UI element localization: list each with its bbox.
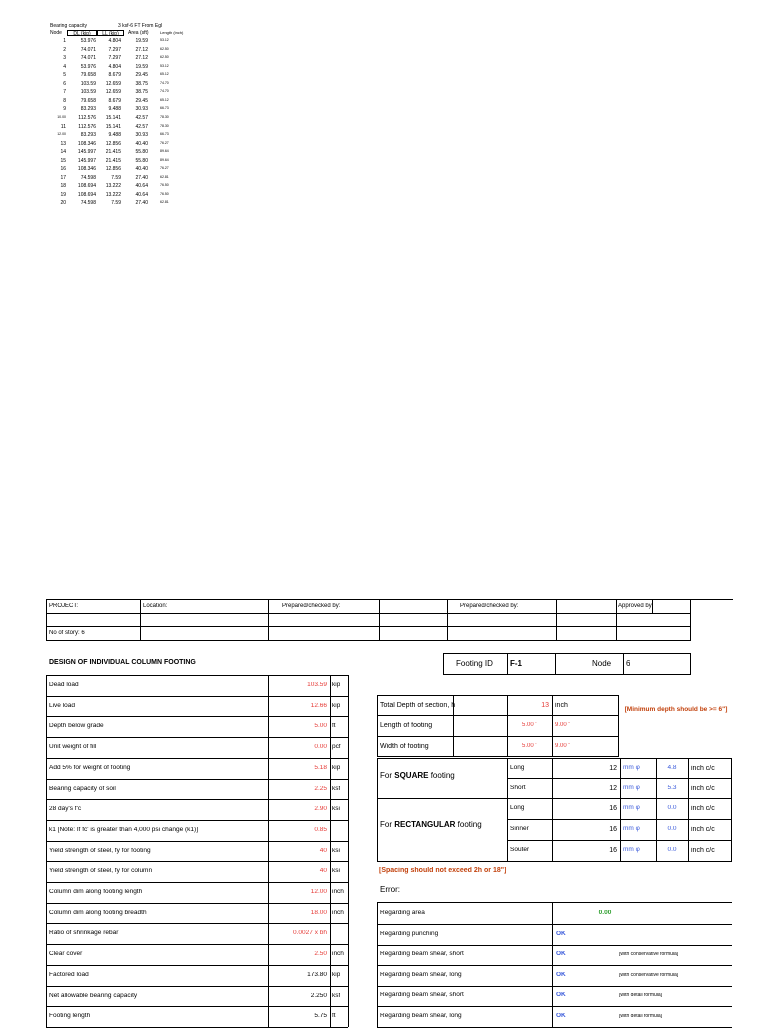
node-value: 6 xyxy=(626,660,631,668)
node-cell: 19 xyxy=(60,191,66,198)
length-of-footing-v2: 9.00 " xyxy=(555,722,571,728)
input-value[interactable]: 2.25 xyxy=(314,786,327,792)
depth-unit: inch xyxy=(555,702,568,709)
ll-cell: 13.222 xyxy=(105,191,121,198)
rebar-spacing: 0.0 xyxy=(667,826,677,832)
area-cell: 27.40 xyxy=(135,200,148,207)
length-cell: 74.70 xyxy=(160,89,169,94)
ll-cell: 7.297 xyxy=(108,46,121,53)
footing-id-label: Footing ID xyxy=(456,660,493,668)
length-cell: 66.73 xyxy=(160,132,169,137)
rebar-size[interactable]: 16 xyxy=(609,826,617,833)
input-unit: ft xyxy=(332,723,336,729)
node-cell: 20 xyxy=(60,200,66,207)
input-label: Unit weight of fill xyxy=(49,744,97,750)
input-unit: inch xyxy=(332,910,344,916)
ll-cell: 4.804 xyxy=(108,38,121,44)
input-label: 28 day's f'c xyxy=(49,806,82,812)
dl-cell: 108.346 xyxy=(77,140,96,147)
rectangular-footing-label xyxy=(380,820,504,830)
input-label: Bearing capacity of soil xyxy=(49,786,116,792)
node-cell: 17 xyxy=(60,174,66,181)
rebar-size[interactable]: 16 xyxy=(609,847,617,854)
length-cell: 66.73 xyxy=(160,106,169,111)
input-value[interactable]: 2.250 xyxy=(310,993,327,999)
length-cell: 76.27 xyxy=(160,140,169,145)
ll-cell: 21.415 xyxy=(105,149,121,156)
rebar-mm-label: mm φ xyxy=(623,785,640,791)
location-label: Location: xyxy=(143,603,168,609)
node-cell: 14 xyxy=(60,149,66,156)
dl-cell: 145.997 xyxy=(77,157,96,164)
ll-cell: 12.659 xyxy=(105,89,121,96)
check-label: Regarding beam shear, short xyxy=(380,951,464,957)
design-title: DESIGN OF INDIVIDUAL COLUMN FOOTING xyxy=(49,659,196,666)
input-label: Column dim along footing length xyxy=(49,889,143,895)
ll-cell: 15.141 xyxy=(105,123,121,130)
stories-label: No of story: 6 xyxy=(49,630,85,636)
ll-cell: 7.59 xyxy=(111,200,121,207)
dl-cell: 108.694 xyxy=(77,191,96,198)
check-note: [with detail formula] xyxy=(619,1014,663,1019)
input-value[interactable]: 0.00 xyxy=(314,744,327,750)
rebar-direction: Long xyxy=(510,805,525,811)
ll-cell: 4.804 xyxy=(108,63,121,70)
node-cell: 6 xyxy=(63,80,66,87)
input-value[interactable]: 2.50 xyxy=(314,951,327,957)
input-value[interactable]: 12.66 xyxy=(310,703,327,709)
length-cell: 76.50 xyxy=(160,183,169,188)
dl-cell: 112.576 xyxy=(78,123,96,130)
node-cell: 18 xyxy=(60,183,66,190)
input-label: Yield strength of steel, fy for footing xyxy=(49,848,151,854)
area-cell: 19.59 xyxy=(135,63,148,70)
node-cell: 9 xyxy=(63,106,66,113)
bearing-capacity-label: Bearing capacity xyxy=(50,23,87,29)
node-cell: 16 xyxy=(60,166,66,173)
length-cell: 53.12 xyxy=(160,38,169,42)
input-unit: inch xyxy=(332,889,344,895)
input-value[interactable]: 0.0027 x bh xyxy=(293,930,327,936)
width-of-footing-v1: 5.00 ' xyxy=(522,743,537,749)
rebar-size[interactable]: 12 xyxy=(609,785,617,792)
check-note: [with conservative formula] xyxy=(619,973,679,978)
input-unit: ksi xyxy=(332,848,340,854)
length-cell: 78.30 xyxy=(160,114,169,119)
rebar-spacing-unit: inch c/c xyxy=(691,765,715,772)
input-label: Depth below grade xyxy=(49,723,104,729)
node-cell: 12.00 xyxy=(57,132,66,137)
area-cell: 30.93 xyxy=(135,106,148,113)
rebar-mm-label: mm φ xyxy=(623,826,640,832)
dl-cell: 145.997 xyxy=(77,149,96,156)
length-of-footing-label: Length of footing xyxy=(380,722,433,729)
length-cell: 65.12 xyxy=(160,97,169,102)
input-label: Dead load xyxy=(49,682,79,688)
dl-cell: 108.346 xyxy=(77,166,96,173)
rebar-size[interactable]: 12 xyxy=(609,765,617,772)
input-label: Net allowable bearing capacity xyxy=(49,993,138,999)
input-unit: ksf xyxy=(332,993,341,999)
rebar-spacing: 0.0 xyxy=(667,805,677,811)
rebar-spacing: 4.8 xyxy=(667,765,677,771)
input-label: Clear cover xyxy=(49,951,83,957)
node-cell: 10.00 xyxy=(57,114,66,119)
length-cell: 62.50 xyxy=(160,55,169,60)
rebar-direction: Long xyxy=(510,765,525,771)
input-unit: pcf xyxy=(332,744,341,750)
area-cell: 30.93 xyxy=(135,132,148,139)
depth-note: [Minimum depth should be >= 6"] xyxy=(624,706,728,713)
area-cell: 40.64 xyxy=(135,183,148,190)
input-unit: kip xyxy=(332,703,341,709)
dl-cell: 108.694 xyxy=(77,183,96,190)
dl-cell: 79.658 xyxy=(80,72,96,79)
project-label: PROJECT: xyxy=(49,603,79,609)
area-cell: 55.80 xyxy=(135,157,148,164)
node-cell: 15 xyxy=(60,157,66,164)
input-value[interactable]: 5.00 xyxy=(314,723,327,729)
node-cell: 4 xyxy=(63,63,66,70)
input-unit: ksf xyxy=(332,786,341,792)
header-node: Node xyxy=(50,30,62,36)
node-cell: 11 xyxy=(60,123,66,130)
length-cell: 62.50 xyxy=(160,46,169,51)
rectangular-suffix: footing xyxy=(455,820,482,829)
ll-cell: 9.488 xyxy=(108,132,121,139)
area-cell: 27.12 xyxy=(135,55,148,62)
spacing-note: [Spacing should not exceed 2h or 18"] xyxy=(379,867,507,874)
rebar-direction: Souter xyxy=(510,847,530,853)
depth-value: 13 xyxy=(541,702,549,709)
check-label: Regarding area xyxy=(380,910,425,916)
check-status: 0.00 xyxy=(598,910,612,916)
dl-cell: 74.071 xyxy=(80,55,96,62)
check-note: [with detail formula] xyxy=(619,993,663,998)
length-cell: 89.64 xyxy=(160,157,169,162)
area-cell: 27.12 xyxy=(135,46,148,53)
input-unit: ksi xyxy=(332,868,340,874)
area-cell: 40.64 xyxy=(135,191,148,198)
input-label: k1 [Note: If fc' is greater than 4,000 psi change (k1)] xyxy=(49,827,199,833)
prepared-by-label-2: Prepared/checked by: xyxy=(460,603,519,609)
input-value[interactable]: 18.00 xyxy=(310,910,327,916)
rebar-spacing-unit: inch c/c xyxy=(691,805,715,812)
input-unit: ksi xyxy=(332,806,340,812)
length-cell: 78.30 xyxy=(160,123,169,128)
input-unit: kip xyxy=(332,972,341,978)
input-value[interactable]: 5.75 xyxy=(314,1013,327,1019)
approved-by-label: Approved by: xyxy=(618,603,654,609)
length-cell: 65.12 xyxy=(160,72,169,77)
input-label: Ratio of shrinkage rebar xyxy=(49,930,119,936)
area-cell: 29.45 xyxy=(135,72,148,79)
ll-cell: 15.141 xyxy=(105,114,121,121)
ll-cell: 12.659 xyxy=(105,80,121,87)
rebar-spacing: 5.3 xyxy=(667,785,677,791)
input-label: Add 5% for weight of footing xyxy=(49,765,131,771)
input-value[interactable]: 40 xyxy=(319,868,327,874)
square-suffix: footing xyxy=(428,772,455,780)
check-status: OK xyxy=(556,1013,566,1019)
length-cell: 89.64 xyxy=(160,149,169,154)
check-label: Regarding punching xyxy=(380,931,439,937)
dl-cell: 83.293 xyxy=(80,106,96,113)
area-cell: 42.57 xyxy=(135,123,148,130)
node-cell: 5 xyxy=(63,72,66,79)
dl-cell: 74.598 xyxy=(80,200,96,207)
rebar-mm-label: mm φ xyxy=(623,805,640,811)
rectangular-prefix: For xyxy=(380,820,395,829)
length-cell: 74.70 xyxy=(160,80,169,85)
ll-cell: 21.415 xyxy=(105,157,121,164)
footing-id-value: F-1 xyxy=(510,660,522,668)
dl-cell: 79.658 xyxy=(80,97,96,104)
header-area: Area (sft) xyxy=(128,30,149,36)
rebar-spacing-unit: inch c/c xyxy=(691,785,715,792)
rebar-mm-label: mm φ xyxy=(623,847,640,853)
node-label: Node xyxy=(592,660,612,668)
ll-cell: 9.488 xyxy=(108,106,121,113)
area-cell: 55.80 xyxy=(135,149,148,156)
rebar-direction: Short xyxy=(510,785,526,791)
check-status: OK xyxy=(556,931,566,937)
ll-cell: 7.297 xyxy=(108,55,121,62)
square-footing-label xyxy=(380,772,455,780)
dl-cell: 83.293 xyxy=(80,132,96,139)
input-value[interactable]: 40 xyxy=(319,848,327,854)
dl-cell: 53.976 xyxy=(80,63,96,70)
input-value[interactable]: 2.90 xyxy=(314,806,327,812)
node-cell: 2 xyxy=(63,46,66,53)
check-label: Regarding beam shear, short xyxy=(380,992,464,998)
check-status: OK xyxy=(556,992,566,998)
ll-cell: 7.59 xyxy=(111,174,121,181)
node-cell: 7 xyxy=(63,89,66,96)
dl-cell: 103.59 xyxy=(80,89,96,96)
area-cell: 19.59 xyxy=(135,38,148,44)
input-label: Live load xyxy=(49,703,76,709)
rebar-spacing-unit: inch c/c xyxy=(691,847,715,854)
dl-cell: 74.598 xyxy=(80,174,96,181)
input-value[interactable]: 5.18 xyxy=(314,765,327,771)
node-cell: 13 xyxy=(60,140,66,147)
input-label: Yield strength of steel, fy for column xyxy=(49,868,153,874)
rebar-spacing: 0.0 xyxy=(667,847,677,853)
check-label: Regarding beam shear, long xyxy=(380,972,462,978)
node-cell: 3 xyxy=(63,55,66,62)
node-cell: 1 xyxy=(63,38,66,44)
length-of-footing-v1: 5.00 ' xyxy=(522,722,537,728)
dl-cell: 74.071 xyxy=(80,46,96,53)
header-dl: DL (kip) xyxy=(67,30,97,36)
input-unit: inch xyxy=(332,951,344,957)
check-label: Regarding beam shear, long xyxy=(380,1013,462,1019)
area-cell: 27.40 xyxy=(135,174,148,181)
header-length: Length (inch) xyxy=(160,30,184,35)
input-value[interactable]: 12.00 xyxy=(310,889,327,895)
dl-cell: 53.976 xyxy=(80,38,96,44)
area-cell: 42.57 xyxy=(135,114,148,121)
rebar-mm-label: mm φ xyxy=(623,765,640,771)
ll-cell: 12.856 xyxy=(105,166,121,173)
check-status: OK xyxy=(556,972,566,978)
input-unit: ft xyxy=(332,1013,336,1019)
rebar-size[interactable]: 16 xyxy=(609,805,617,812)
length-cell: 76.27 xyxy=(160,166,169,171)
area-cell: 38.75 xyxy=(135,89,148,96)
square-prefix: For xyxy=(380,772,395,780)
input-label: Column dim along footing breadth xyxy=(49,910,147,916)
input-value[interactable]: 103.59 xyxy=(307,682,327,688)
input-value[interactable]: 173.80 xyxy=(307,972,327,978)
ll-cell: 13.222 xyxy=(105,183,121,190)
rebar-spacing-unit: inch c/c xyxy=(691,826,715,833)
input-value[interactable]: 0.85 xyxy=(314,827,327,833)
depth-label: Total Depth of section, h xyxy=(380,702,456,709)
input-label: Factored load xyxy=(49,972,89,978)
area-cell: 38.75 xyxy=(135,80,148,87)
header-ll: LL (kip) xyxy=(97,30,124,36)
width-of-footing-label: Width of footing xyxy=(380,743,429,750)
ll-cell: 8.679 xyxy=(108,97,121,104)
length-cell: 76.50 xyxy=(160,191,169,196)
square-bold: SQUARE xyxy=(394,772,429,780)
length-cell: 62.81 xyxy=(160,200,169,205)
input-unit: kip xyxy=(332,682,341,688)
check-status: OK xyxy=(556,951,566,957)
node-cell: 8 xyxy=(63,97,66,104)
rebar-direction: Sinner xyxy=(510,826,529,832)
area-cell: 29.45 xyxy=(135,97,148,104)
prepared-by-label: Prepared/checked by: xyxy=(282,603,341,609)
error-label: Error: xyxy=(380,886,400,894)
ll-cell: 8.679 xyxy=(108,72,121,79)
width-of-footing-v2: 9.00 " xyxy=(555,743,571,749)
input-unit: kip xyxy=(332,765,341,771)
ll-cell: 12.856 xyxy=(105,140,121,147)
area-cell: 40.40 xyxy=(135,166,148,173)
rectangular-bold: RECTANGULAR xyxy=(394,820,456,829)
area-cell: 40.40 xyxy=(135,140,148,147)
length-cell: 53.12 xyxy=(160,63,169,68)
input-label: Footing length xyxy=(49,1013,91,1019)
check-note: [with conservative formula] xyxy=(619,952,679,957)
bearing-capacity-value: 3 ksf-6 FT From Egl xyxy=(118,23,163,29)
dl-cell: 112.576 xyxy=(78,114,96,121)
length-cell: 62.81 xyxy=(160,174,169,179)
dl-cell: 103.59 xyxy=(80,80,96,87)
